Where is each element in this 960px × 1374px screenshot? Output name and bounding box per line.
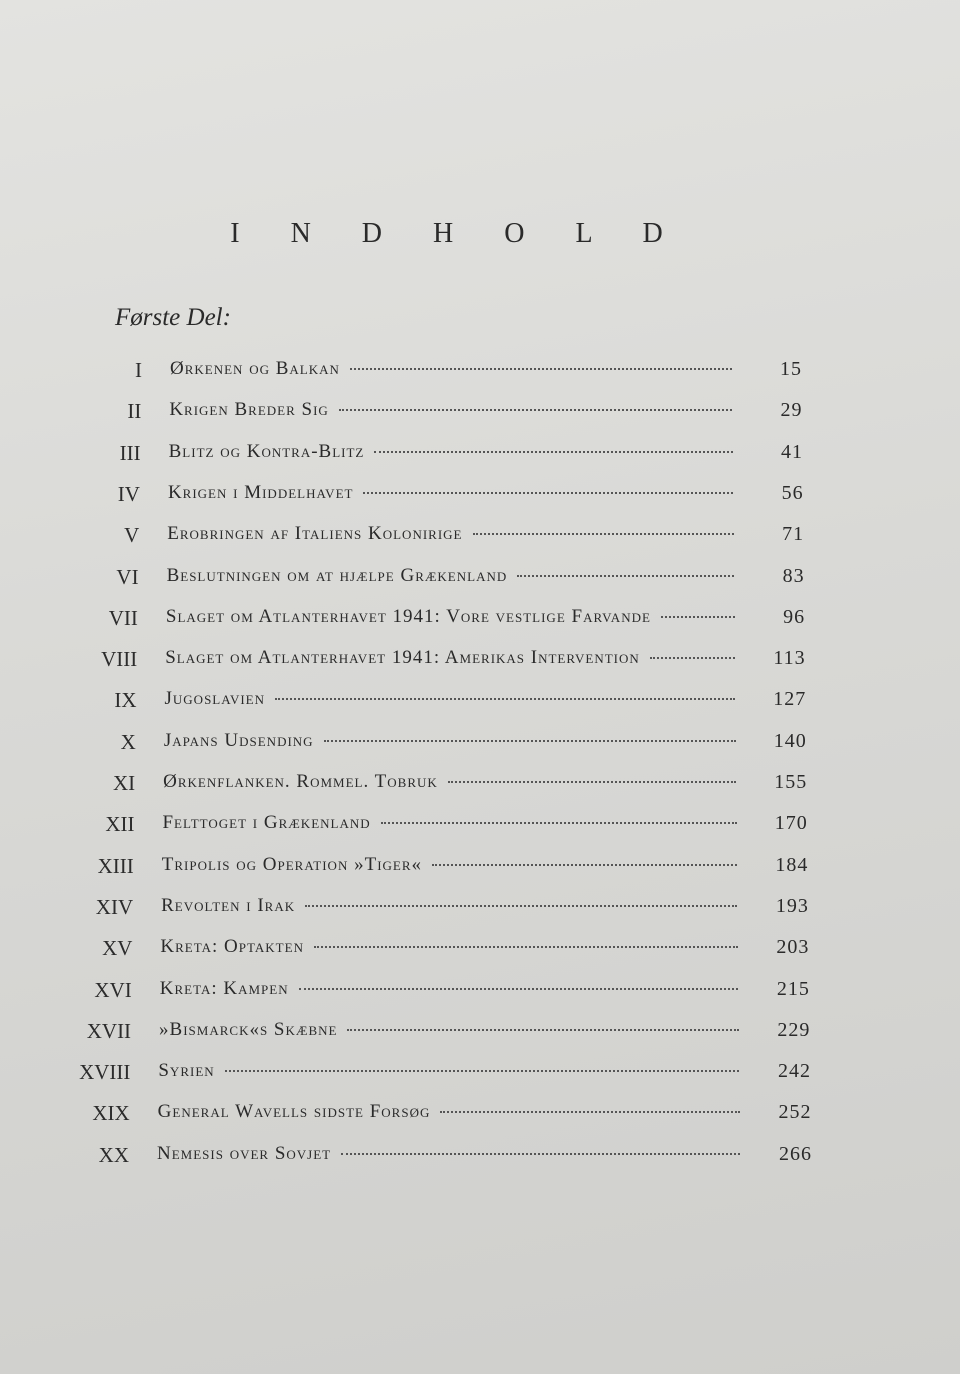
chapter-entry (170, 358, 742, 380)
chapter-entry (167, 565, 745, 587)
chapter-entry (169, 441, 743, 463)
dot-leader (363, 492, 733, 494)
toc-row (0, 804, 960, 844)
page-title: I N D H O L D (230, 218, 685, 249)
chapter-entry (158, 1060, 749, 1082)
chapter-entry (162, 812, 746, 834)
chapter-title: Krigen Breder Sig (169, 399, 329, 421)
dot-leader (299, 988, 739, 990)
dot-leader (275, 698, 735, 700)
chapter-entry (161, 895, 747, 917)
dot-leader (440, 1111, 739, 1113)
chapter-title: Revolten i Irak (161, 894, 296, 916)
chapter-title: Tripolis og Operation »Tiger« (161, 853, 423, 875)
toc-row (0, 515, 960, 555)
toc-row (0, 722, 960, 762)
chapter-numeral: VI (116, 564, 139, 589)
chapter-page-number: 252 (778, 1101, 812, 1124)
chapter-entry (162, 854, 747, 876)
dot-leader (350, 368, 732, 370)
toc-row (0, 846, 960, 886)
chapter-title: »Bismarck«s Skæbne (159, 1018, 338, 1040)
chapter-entry (165, 688, 746, 710)
dot-leader (341, 1153, 740, 1155)
chapter-page-number: 229 (777, 1018, 811, 1041)
chapter-page-number: 170 (774, 812, 808, 835)
chapter-title: Slaget om Atlanterhavet 1941: Amerikas Intervention (165, 647, 640, 669)
chapter-numeral: XI (113, 771, 136, 795)
dot-leader (650, 657, 735, 659)
toc-row (0, 598, 960, 638)
chapter-entry (169, 399, 742, 421)
toc-row (0, 639, 960, 679)
chapter-title: Syrien (158, 1060, 215, 1082)
chapter-entry (158, 1101, 750, 1123)
toc-row (0, 557, 960, 597)
toc-row (0, 474, 960, 514)
chapter-page-number: 127 (773, 688, 807, 711)
chapter-title: Krigen i Middelhavet (167, 481, 354, 503)
chapter-page-number: 41 (781, 440, 804, 463)
chapter-entry (160, 978, 749, 1000)
chapter-numeral: VII (108, 605, 138, 630)
dot-leader (314, 946, 738, 948)
chapter-page-number: 71 (782, 523, 805, 546)
dot-leader (517, 575, 734, 577)
chapter-page-number: 184 (775, 853, 809, 876)
chapter-numeral: XIII (97, 853, 134, 878)
chapter-numeral: XII (105, 812, 135, 837)
chapter-title: Blitz og Kontra-Blitz (168, 440, 365, 462)
dot-leader (432, 864, 737, 866)
dot-leader (347, 1029, 738, 1031)
chapter-page-number: 29 (780, 399, 803, 422)
chapter-numeral: I (135, 358, 142, 382)
chapter-entry (165, 647, 745, 669)
toc-row (0, 928, 960, 968)
chapter-entry (157, 1143, 750, 1165)
dot-leader (324, 740, 736, 742)
chapter-page-number: 56 (781, 481, 804, 504)
part-heading: Første Del: (115, 304, 231, 331)
toc-row (0, 1135, 960, 1175)
chapter-page-number: 155 (774, 771, 808, 793)
chapter-page-number: 83 (782, 564, 805, 587)
chapter-numeral: X (120, 729, 136, 754)
chapter-title: Slaget om Atlanterhavet 1941: Vore vestlige Farvande (165, 605, 651, 627)
chapter-numeral: XIV (95, 894, 134, 919)
dot-leader (661, 616, 735, 618)
chapter-title: Japans Udsending (163, 729, 314, 751)
chapter-title: Jugoslavien (164, 688, 266, 710)
chapter-title: Beslutningen om at hjælpe Grækenland (166, 564, 508, 586)
toc-row (0, 350, 960, 390)
chapter-numeral: XIX (92, 1101, 130, 1126)
chapter-title: Nemesis over Sovjet (157, 1142, 332, 1164)
chapter-entry (163, 771, 746, 793)
dot-leader (381, 822, 737, 824)
toc-row (0, 433, 960, 473)
chapter-page-number: 140 (773, 729, 807, 752)
chapter-title: Felttoget i Grækenland (162, 812, 371, 834)
dot-leader (225, 1070, 739, 1072)
chapter-numeral: XVI (94, 977, 132, 1002)
dot-leader (374, 451, 732, 453)
chapter-numeral: XVIII (79, 1060, 131, 1085)
chapter-title: Kreta: Optakten (160, 936, 304, 958)
chapter-numeral: XV (102, 936, 133, 961)
dot-leader (473, 533, 734, 535)
toc-row (0, 391, 960, 431)
chapter-entry (160, 936, 747, 958)
toc-row (0, 1011, 960, 1051)
chapter-title: Kreta: Kampen (159, 977, 289, 999)
chapter-page-number: 203 (776, 936, 810, 959)
chapter-title: Ørkenflanken. Rommel. Tobruk (163, 771, 438, 792)
chapter-numeral: V (124, 523, 140, 548)
toc-row (0, 680, 960, 720)
toc-row (0, 887, 960, 927)
chapter-page-number: 193 (775, 894, 809, 917)
chapter-entry (166, 606, 745, 628)
chapter-numeral: II (127, 399, 142, 424)
chapter-page-number: 113 (773, 647, 806, 670)
dot-leader (305, 905, 737, 907)
chapter-entry (168, 482, 743, 504)
toc-row (0, 1093, 960, 1133)
chapter-page-number: 242 (777, 1060, 811, 1083)
chapter-numeral: VIII (101, 647, 138, 672)
toc-row (0, 970, 960, 1010)
chapter-title: General Wavells sidste Forsøg (157, 1101, 431, 1123)
chapter-title: Ørkenen og Balkan (170, 358, 340, 379)
chapter-page-number: 96 (783, 605, 806, 628)
chapter-numeral: III (119, 440, 141, 465)
chapter-page-number: 266 (779, 1142, 812, 1165)
chapter-numeral: IV (117, 481, 140, 506)
toc-row (0, 763, 960, 803)
chapter-entry (159, 1019, 749, 1041)
chapter-entry (164, 730, 746, 752)
dot-leader (448, 781, 736, 783)
chapter-numeral: IX (114, 688, 137, 713)
toc-row (0, 1052, 960, 1092)
chapter-numeral: XVII (86, 1018, 132, 1043)
chapter-page-number: 215 (776, 977, 810, 1000)
chapter-page-number: 15 (780, 358, 802, 380)
chapter-numeral: XX (98, 1142, 129, 1167)
chapter-title: Erobringen af Italiens Kolonirige (167, 523, 463, 545)
dot-leader (339, 409, 733, 411)
chapter-entry (167, 523, 743, 545)
